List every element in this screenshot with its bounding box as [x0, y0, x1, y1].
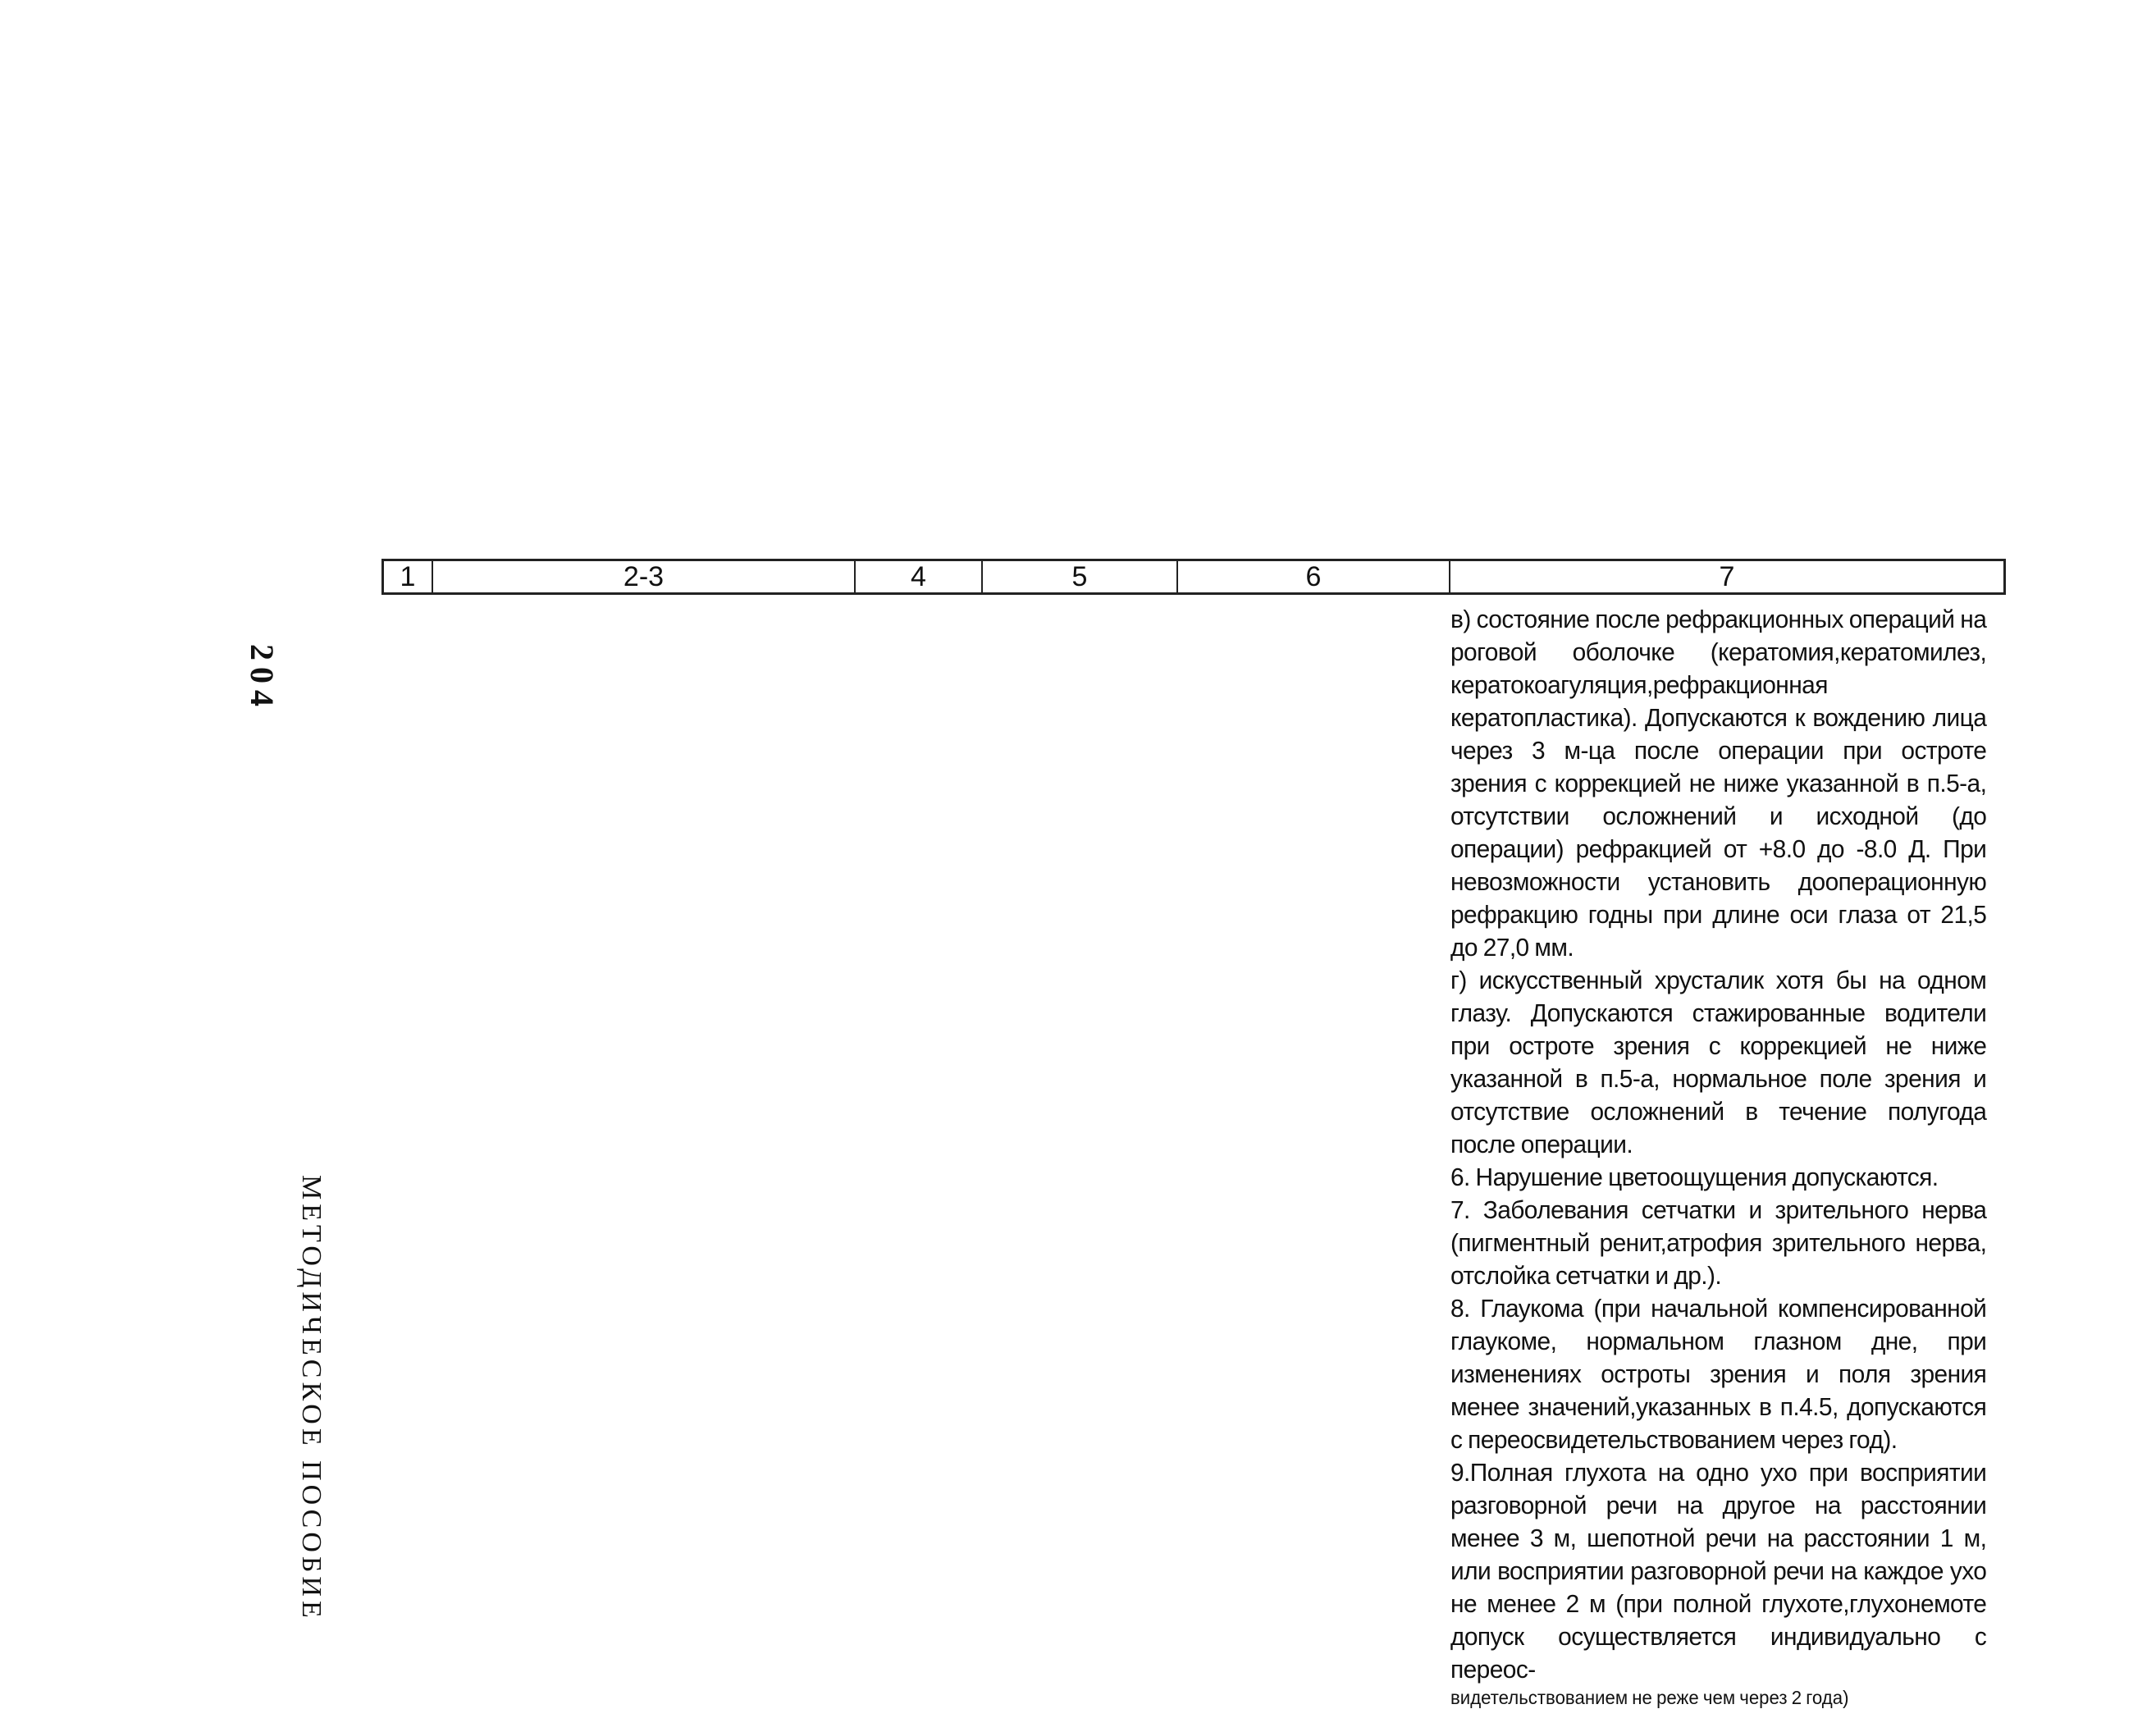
paragraph-retina-diseases: 7. Заболевания сетчатки и зрительного нерва (пигментный ренит,атрофия зрительного нерва, отслойка сетчатки и др.). [1450, 1195, 1987, 1290]
table-header-numbering-row [381, 559, 2006, 595]
page-number: 204 [244, 644, 281, 713]
header-cell-5: 5 [983, 561, 1178, 592]
header-cell-1: 1 [384, 561, 433, 592]
paragraph-color-perception: 6. Нарушение цветоощущения допускаются. [1450, 1163, 1939, 1191]
paragraph-deafness: 9.Полная глухота на одно ухо при восприятии разговорной речи на другое на расстоянии менее 3 м, шепотной речи на расстоянии 1 м, или восприятии разговорной речи на каждое ухо не менее 2 м (при полной глухоте,глухонемоте допуск осуществляется индивидуально с переос- [1450, 1458, 1987, 1684]
paragraph-deafness-final-line: видетельствованием не реже чем через 2 года) [1450, 1687, 1849, 1708]
header-cell-7: 7 [1719, 561, 1735, 592]
column-7-text [1450, 603, 1986, 1709]
header-cell-2-3: 2-3 [433, 561, 856, 592]
header-cell-6: 6 [1178, 561, 1450, 592]
paragraph-artificial-lens: г) искусственный хрусталик хотя бы на одном глазу. Допускаются стажированные водители при остроте зрения с коррекцией не ниже указанной в п.5-а, нормальное поле зрения и отсутствие осложнений в течение полугода после операции. [1450, 966, 1987, 1158]
running-title: МЕТОДИЧЕСКОЕ ПОСОБИЕ [296, 1175, 327, 1622]
paragraph-refractive-surgery: в) состояние после рефракционных операций на роговой оболочке (кератомия,кератомилез, кератокоагуляция,рефракционная кератопластика). Допускаются к вождению лица через 3 м-ца после операции при остроте зрения с коррекцией не ниже указанной в п.5-а, отсутствии осложнений и исходной (до операции) рефракцией от +8.0 до -8.0 Д. При невозможности установить дооперационную рефракцию годны при длине оси глаза от 21,5 до 27,0 мм. [1450, 605, 1987, 962]
header-cell-4: 4 [856, 561, 983, 592]
paragraph-glaucoma: 8. Глаукома (при начальной компенсированной глаукоме, нормальном глазном дне, при изменениях остроты зрения и поля зрения менее значений,указанных в п.4.5, допускаются с переосвидетельствованием через год). [1450, 1294, 1987, 1454]
